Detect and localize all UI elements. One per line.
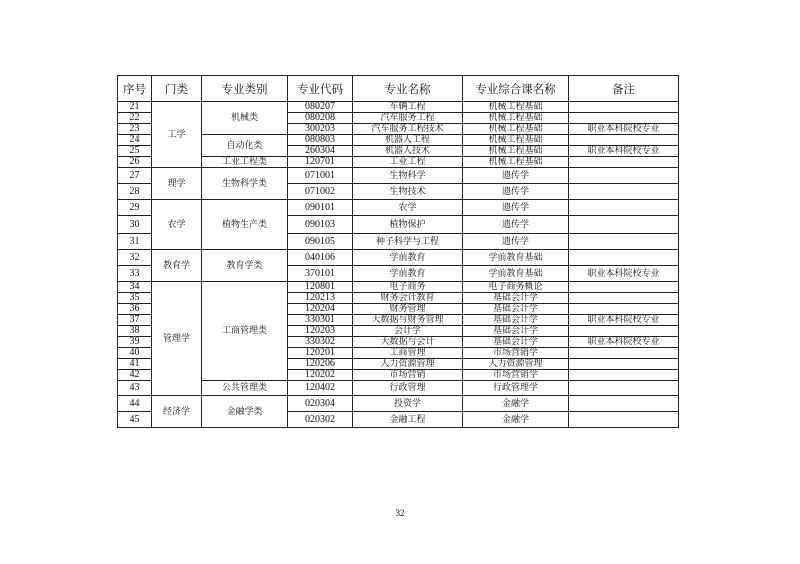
remarks [569, 234, 679, 250]
course-name: 市场营销学 [463, 348, 569, 359]
remarks [569, 412, 679, 428]
table-row [118, 381, 679, 396]
header-index: 序号 [118, 76, 152, 102]
header-remarks: 备注 [569, 76, 679, 102]
major-class-cell: 工业工程类 [202, 157, 288, 168]
header-major-class: 专业类别 [202, 76, 288, 102]
major-name: 汽车服务工程 [353, 113, 463, 124]
row-index: 26 [118, 157, 152, 168]
major-code: 120203 [288, 326, 353, 337]
course-name: 行政管理学 [463, 381, 569, 396]
remarks [569, 359, 679, 370]
major-name: 生物科学 [353, 168, 463, 184]
header-category: 门类 [152, 76, 202, 102]
row-index: 45 [118, 412, 152, 428]
category-cell: 教育学 [152, 250, 202, 282]
table-row [118, 168, 679, 184]
category-cell: 管理学 [152, 282, 202, 396]
major-class-cell: 公共管理类 [202, 381, 288, 396]
category-cell: 经济学 [152, 396, 202, 428]
major-code: 020304 [288, 396, 353, 412]
course-name: 基础会计学 [463, 293, 569, 304]
major-name: 车辆工程 [353, 102, 463, 113]
major-class-cell: 自动化类 [202, 135, 288, 157]
table-row [118, 250, 679, 266]
course-name: 遗传学 [463, 184, 569, 200]
course-name: 基础会计学 [463, 337, 569, 348]
remarks [569, 304, 679, 315]
remarks: 职业本科院校专业 [569, 124, 679, 135]
major-name: 机器人技术 [353, 146, 463, 157]
major-code: 300203 [288, 124, 353, 135]
major-code: 120206 [288, 359, 353, 370]
page-number: 32 [395, 508, 405, 518]
major-name: 投资学 [353, 396, 463, 412]
major-class-cell: 植物生产类 [202, 200, 288, 250]
major-code: 330301 [288, 315, 353, 326]
remarks [569, 216, 679, 234]
major-code: 020302 [288, 412, 353, 428]
course-name: 金融学 [463, 412, 569, 428]
header-row [118, 76, 679, 102]
major-class-cell: 机械类 [202, 102, 288, 135]
course-name: 遗传学 [463, 234, 569, 250]
course-name: 机械工程基础 [463, 135, 569, 146]
table-row [118, 102, 679, 113]
remarks [569, 113, 679, 124]
major-code: 080803 [288, 135, 353, 146]
major-name: 种子科学与工程 [353, 234, 463, 250]
major-name: 人力资源管理 [353, 359, 463, 370]
row-index: 31 [118, 234, 152, 250]
major-name: 学前教育 [353, 250, 463, 266]
remarks [569, 396, 679, 412]
major-name: 学前教育 [353, 266, 463, 282]
major-name: 电子商务 [353, 282, 463, 293]
row-index: 22 [118, 113, 152, 124]
course-name: 基础会计学 [463, 315, 569, 326]
row-index: 36 [118, 304, 152, 315]
row-index: 24 [118, 135, 152, 146]
major-code: 080207 [288, 102, 353, 113]
major-code: 120402 [288, 381, 353, 396]
remarks: 职业本科院校专业 [569, 146, 679, 157]
row-index: 38 [118, 326, 152, 337]
course-name: 机械工程基础 [463, 102, 569, 113]
major-class-cell: 工商管理类 [202, 282, 288, 381]
course-name: 基础会计学 [463, 326, 569, 337]
major-name: 大数据与会计 [353, 337, 463, 348]
course-name: 人力资源管理 [463, 359, 569, 370]
row-index: 43 [118, 381, 152, 396]
remarks [569, 157, 679, 168]
major-name: 财务管理 [353, 304, 463, 315]
remarks: 职业本科院校专业 [569, 315, 679, 326]
table-row [118, 282, 679, 293]
remarks [569, 168, 679, 184]
major-name: 会计学 [353, 326, 463, 337]
remarks [569, 282, 679, 293]
major-table [117, 75, 679, 428]
row-index: 25 [118, 146, 152, 157]
major-code: 370101 [288, 266, 353, 282]
header-course-name: 专业综合课名称 [463, 76, 569, 102]
major-class-cell: 教育学类 [202, 250, 288, 282]
remarks [569, 102, 679, 113]
remarks [569, 250, 679, 266]
row-index: 28 [118, 184, 152, 200]
major-name: 行政管理 [353, 381, 463, 396]
major-code: 260304 [288, 146, 353, 157]
table-row [118, 135, 679, 146]
table-row [118, 396, 679, 412]
remarks [569, 184, 679, 200]
major-code: 071002 [288, 184, 353, 200]
major-name: 农学 [353, 200, 463, 216]
major-code: 090101 [288, 200, 353, 216]
remarks [569, 326, 679, 337]
remarks: 职业本科院校专业 [569, 266, 679, 282]
major-class-cell: 金融学类 [202, 396, 288, 428]
major-name: 机器人工程 [353, 135, 463, 146]
course-name: 机械工程基础 [463, 157, 569, 168]
header-major-code: 专业代码 [288, 76, 353, 102]
header-major-name: 专业名称 [353, 76, 463, 102]
row-index: 44 [118, 396, 152, 412]
category-cell: 工学 [152, 102, 202, 168]
course-name: 机械工程基础 [463, 113, 569, 124]
major-code: 120213 [288, 293, 353, 304]
major-class-cell: 生物科学类 [202, 168, 288, 200]
major-code: 120204 [288, 304, 353, 315]
course-name: 遗传学 [463, 216, 569, 234]
remarks [569, 381, 679, 396]
major-code: 120201 [288, 348, 353, 359]
major-name: 植物保护 [353, 216, 463, 234]
major-code: 071001 [288, 168, 353, 184]
major-code: 120701 [288, 157, 353, 168]
course-name: 遗传学 [463, 200, 569, 216]
remarks [569, 293, 679, 304]
row-index: 35 [118, 293, 152, 304]
course-name: 遗传学 [463, 168, 569, 184]
row-index: 23 [118, 124, 152, 135]
major-code: 330302 [288, 337, 353, 348]
major-name: 工业工程 [353, 157, 463, 168]
row-index: 27 [118, 168, 152, 184]
remarks [569, 135, 679, 146]
remarks [569, 370, 679, 381]
category-cell: 农学 [152, 200, 202, 250]
row-index: 40 [118, 348, 152, 359]
major-table-container [117, 75, 679, 428]
remarks: 职业本科院校专业 [569, 337, 679, 348]
major-code: 120202 [288, 370, 353, 381]
row-index: 30 [118, 216, 152, 234]
major-name: 汽车服务工程技术 [353, 124, 463, 135]
row-index: 29 [118, 200, 152, 216]
major-code: 090103 [288, 216, 353, 234]
row-index: 39 [118, 337, 152, 348]
table-row [118, 157, 679, 168]
course-name: 机械工程基础 [463, 146, 569, 157]
row-index: 34 [118, 282, 152, 293]
major-name: 金融工程 [353, 412, 463, 428]
course-name: 电子商务概论 [463, 282, 569, 293]
course-name: 基础会计学 [463, 304, 569, 315]
major-name: 市场营销 [353, 370, 463, 381]
row-index: 32 [118, 250, 152, 266]
major-code: 080208 [288, 113, 353, 124]
remarks [569, 200, 679, 216]
row-index: 41 [118, 359, 152, 370]
major-name: 大数据与财务管理 [353, 315, 463, 326]
table-row [118, 200, 679, 216]
course-name: 机械工程基础 [463, 124, 569, 135]
major-code: 090105 [288, 234, 353, 250]
row-index: 42 [118, 370, 152, 381]
course-name: 市场营销学 [463, 370, 569, 381]
course-name: 学前教育基础 [463, 266, 569, 282]
row-index: 33 [118, 266, 152, 282]
major-name: 生物技术 [353, 184, 463, 200]
major-code: 120801 [288, 282, 353, 293]
row-index: 37 [118, 315, 152, 326]
major-code: 040106 [288, 250, 353, 266]
category-cell: 理学 [152, 168, 202, 200]
major-name: 工商管理 [353, 348, 463, 359]
row-index: 21 [118, 102, 152, 113]
course-name: 金融学 [463, 396, 569, 412]
remarks [569, 348, 679, 359]
major-name: 财务会计教育 [353, 293, 463, 304]
course-name: 学前教育基础 [463, 250, 569, 266]
